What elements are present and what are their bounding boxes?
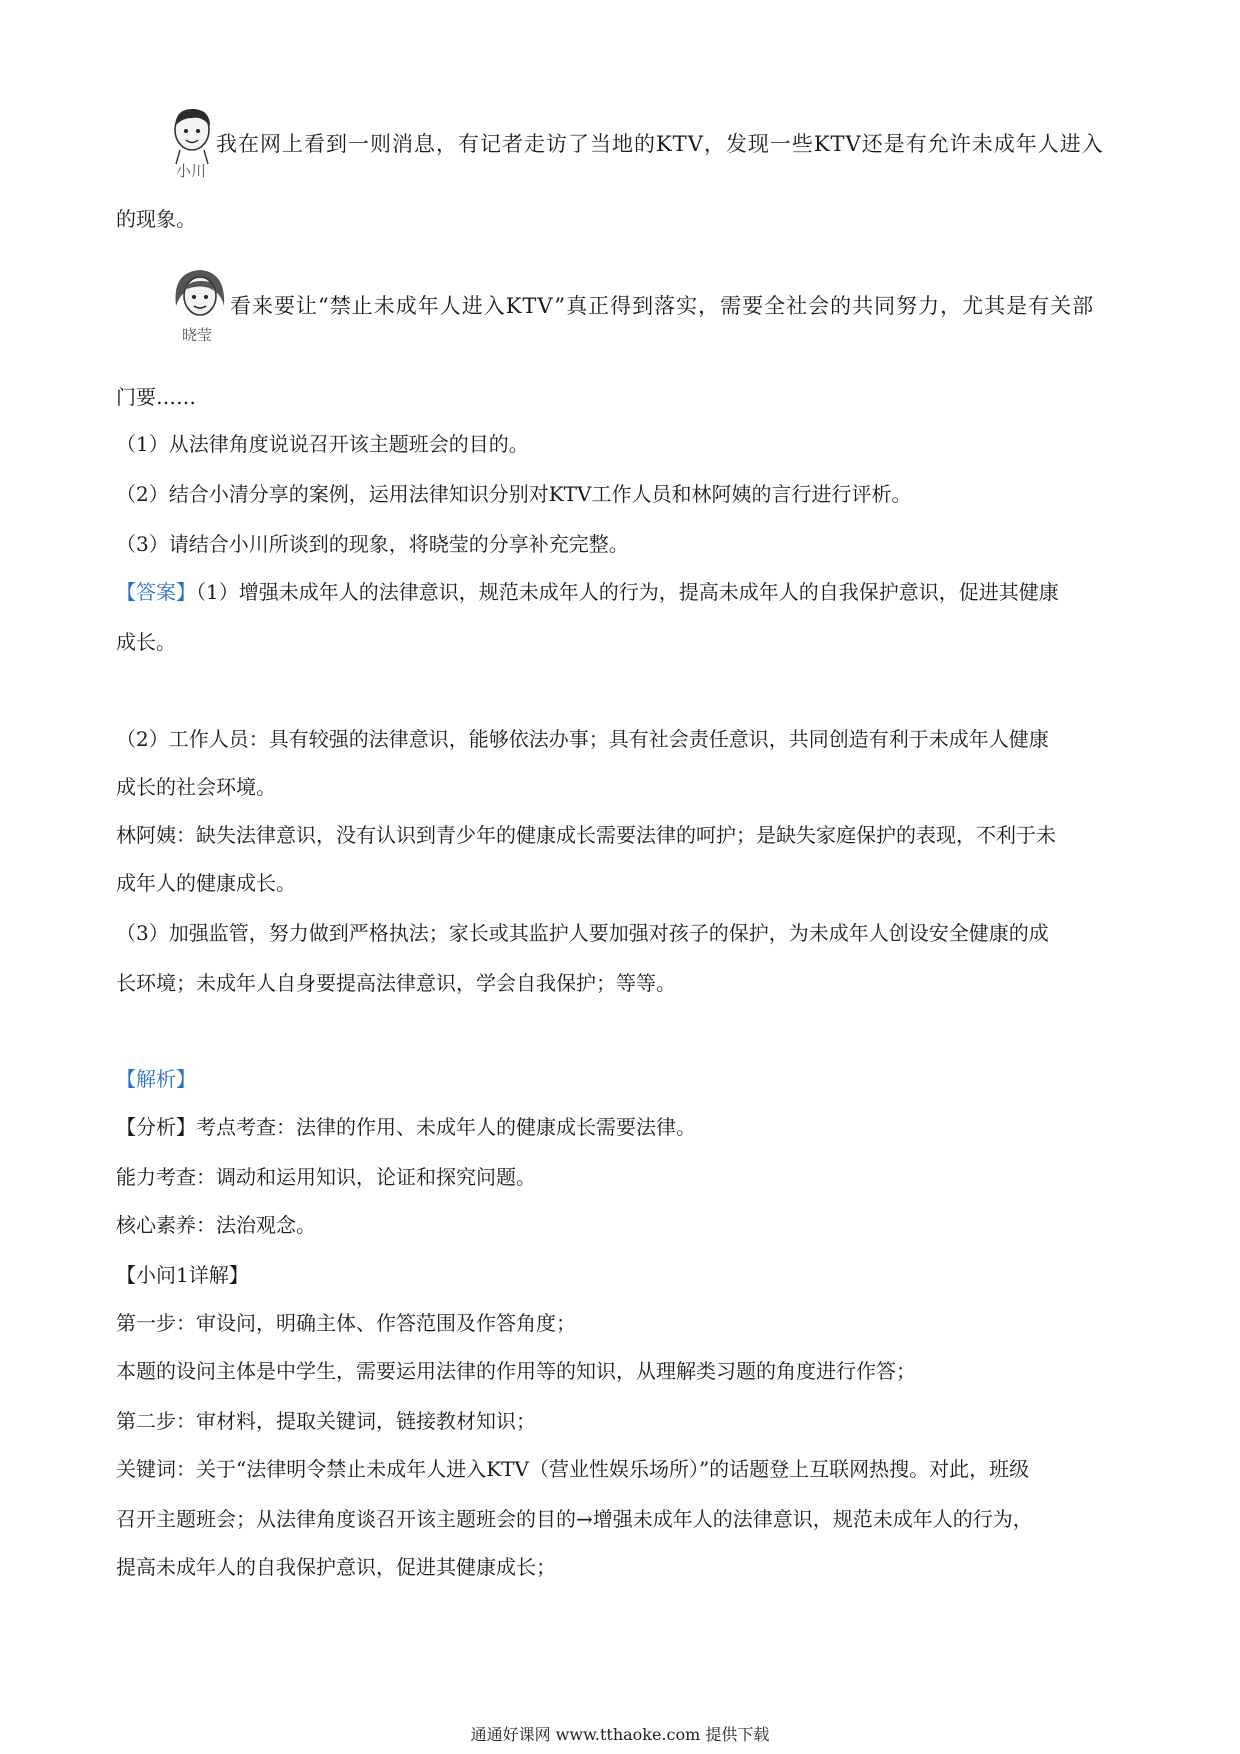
question-1: （1）从法律角度说说召开该主题班会的目的。 <box>116 432 529 456</box>
boy-avatar-icon <box>166 104 220 166</box>
speech-continuation: 的现象。 <box>116 207 196 231</box>
answer-part2-line1: （2）工作人员：具有较强的法律意识，能够依法办事；具有社会责任意识，共同创造有利于未成年人健康 <box>116 727 1049 751</box>
girl-avatar-icon <box>170 266 230 328</box>
analysis-line: 能力考查：调动和运用知识，论证和探究问题。 <box>116 1165 536 1189</box>
answer-part3-line1: （3）加强监管，努力做到严格执法；家长或其监护人要加强对孩子的保护，为未成年人创设安全健康的成 <box>116 921 1049 945</box>
analysis-line: 第一步：审设问，明确主体、作答范围及作答角度； <box>116 1311 576 1335</box>
speech-text: 我在网上看到一则消息，有记者走访了当地的KTV，发现一些KTV还是有允许未成年人进入 <box>216 132 1104 156</box>
answer-part2-line2: 成长的社会环境。 <box>116 775 276 799</box>
speaker-name-label: 晓莹 <box>182 326 213 344</box>
question-2: （2）结合小清分享的案例，运用法律知识分别对KTV工作人员和林阿姨的言行进行评析。 <box>116 482 912 506</box>
answer-text: （1）增强未成年人的法律意识，规范未成年人的行为，提高未成年人的自我保护意识，促进其健康 <box>196 580 1059 604</box>
speech-text: 看来要让“禁止未成年人进入KTV”真正得到落实，需要全社会的共同努力，尤其是有关部 <box>230 294 1095 318</box>
answer-part3-line2: 长环境；未成年人自身要提高法律意识，学会自我保护；等等。 <box>116 971 676 995</box>
answer-part1-line2: 成长。 <box>116 630 176 654</box>
analysis-line: 提高未成年人的自我保护意识，促进其健康成长； <box>116 1555 556 1579</box>
analysis-line: 关键词：关于“法律明令禁止未成年人进入KTV（营业性娱乐场所）”的话题登上互联网热搜。对此，班级 <box>116 1457 1030 1481</box>
analysis-line: 核心素养：法治观念。 <box>116 1213 316 1237</box>
answer-part1-line1 <box>116 579 1136 605</box>
footer-source: 通通好课网 www.tthaoke.com 提供下载 <box>470 1725 770 1744</box>
analysis-label: 【解析】 <box>116 1067 196 1091</box>
analysis-line: 【小问1详解】 <box>116 1263 249 1287</box>
analysis-line: 召开主题班会；从法律角度谈召开该主题班会的目的→增强未成年人的法律意识，规范未成年人的行为， <box>116 1507 1033 1531</box>
analysis-line: 【分析】考点考查：法律的作用、未成年人的健康成长需要法律。 <box>116 1115 696 1139</box>
analysis-line: 第二步：审材料，提取关键词，链接教材知识； <box>116 1409 536 1433</box>
question-3: （3）请结合小川所谈到的现象，将晓莹的分享补充完整。 <box>116 532 629 556</box>
answer-part2-line4: 成年人的健康成长。 <box>116 871 296 895</box>
answer-part2-line3: 林阿姨：缺失法律意识，没有认识到青少年的健康成长需要法律的呵护；是缺失家庭保护的表现，不利于未 <box>116 823 1056 847</box>
analysis-line: 本题的设问主体是中学生，需要运用法律的作用等的知识，从理解类习题的角度进行作答； <box>116 1359 916 1383</box>
answer-label: 【答案】 <box>116 580 196 604</box>
speech-continuation: 门要…… <box>116 385 196 409</box>
speaker-name-label: 小川 <box>176 162 207 180</box>
